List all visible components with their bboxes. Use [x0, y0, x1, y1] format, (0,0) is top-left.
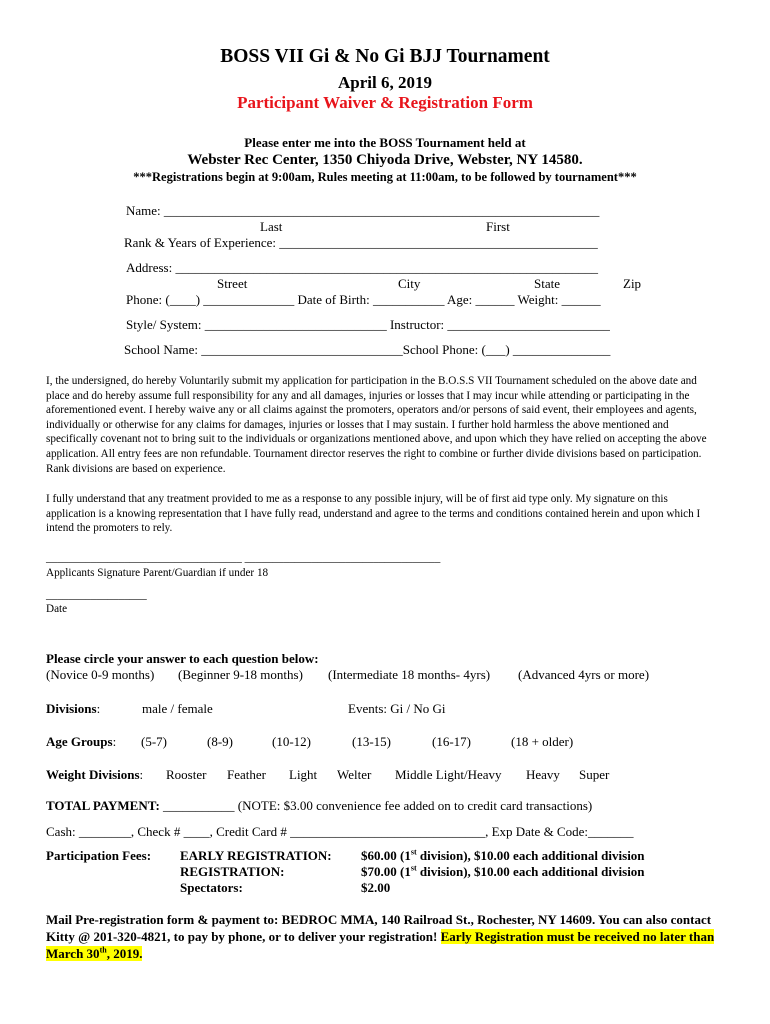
age-groups-label-text: Age Groups — [46, 734, 113, 749]
events-value[interactable]: Events: Gi / No Gi — [348, 701, 446, 716]
age-groups-colon: : — [112, 734, 117, 749]
age-group-option[interactable]: (10-12) — [272, 734, 311, 749]
state-label: State — [534, 276, 560, 291]
age-group-option[interactable]: (8-9) — [207, 734, 233, 749]
level-advanced[interactable]: (Advanced 4yrs or more) — [518, 667, 650, 682]
level-beginner[interactable]: (Beginner 9-18 months) — [178, 667, 303, 682]
weight-option[interactable]: Middle Light/Heavy — [395, 767, 502, 782]
weight-option[interactable]: Light — [289, 767, 318, 782]
fee-amount-post: division), $10.00 each additional division — [416, 864, 645, 879]
waiver-paragraph: I, the undersigned, do hereby Voluntarily submit my application for participation in the B.O.S.S VII Tournament scheduled on the above date and place and do hereby assume full responsibility for any and all damages, injuries or losses that I may incur while attending or participating in the aforementioned event. I hereby waive any or all claims against the promoters, operators and/or persons of said event, their employees and agents, individually or otherwise for any claims for damages, injuries or losses that I may sustain. I further hold harmless the above mentioned and specifically covenant not to bring suit to the individuals or organizations mentioned above, and upon which they have relied on accepting the above application. All entry fees are non refundable. Tournament director reserves the right to combine or further divide divisions based on participation. Rank divisions are based on experience. — [46, 375, 707, 475]
last-label: Last — [260, 219, 283, 234]
fee-label-spectators: Spectators: — [180, 880, 243, 895]
weight-divisions-colon: : — [139, 767, 144, 782]
fee-amount-sup: st — [410, 863, 417, 873]
age-group-option[interactable]: (18 + older) — [511, 734, 574, 749]
signature-line[interactable]: ___________________________________ ___________________________________ — [46, 552, 441, 564]
divisions-label — [46, 701, 100, 717]
circle-answer-heading: Please circle your answer to each question below: — [46, 651, 319, 666]
fee-label-early: EARLY REGISTRATION: — [180, 848, 332, 863]
total-payment-field[interactable] — [46, 798, 592, 814]
fee-amount-pre: (1 — [396, 864, 411, 879]
fee-amount-pre: (1 — [396, 848, 411, 863]
age-groups-label — [46, 734, 116, 750]
weight-divisions-label-text: Weight Divisions — [46, 767, 140, 782]
intro-text: Please enter me into the BOSS Tournament held at — [244, 135, 526, 150]
form-name: Participant Waiver & Registration Form — [237, 93, 533, 112]
street-label: Street — [217, 276, 248, 291]
age-group-option[interactable]: (13-15) — [352, 734, 391, 749]
first-label: First — [486, 219, 510, 234]
address-field[interactable]: Address: _________________________________________________________________ — [126, 260, 598, 275]
document-title: BOSS VII Gi & No Gi BJJ Tournament — [220, 46, 550, 67]
schedule-text: ***Registrations begin at 9:00am, Rules meeting at 11:00am, to be followed by tournament*** — [133, 170, 637, 184]
weight-option[interactable]: Super — [579, 767, 610, 782]
weight-option[interactable]: Rooster — [166, 767, 207, 782]
total-payment-label: TOTAL PAYMENT: — [46, 798, 160, 813]
deadline-sup: th — [99, 945, 107, 955]
fee-amount-regular — [361, 864, 645, 880]
mail-instructions-text: Mail Pre-registration form & payment to: BEDROC MMA, 140 Railroad St., Rochester, NY 14609. You can also contact Kitty @ 201-320-4821, to pay by phone, or to deliver your registration! — [46, 912, 712, 944]
level-novice[interactable]: (Novice 0-9 months) — [46, 667, 155, 682]
participation-fees-label: Participation Fees: — [46, 848, 152, 863]
fee-amount: $70.00 — [361, 864, 397, 879]
date-label: Date — [46, 603, 68, 615]
fee-amount-early — [361, 848, 645, 864]
style-instructor-field[interactable]: Style/ System: ____________________________ Instructor: _________________________ — [126, 317, 610, 332]
fee-amount-sup: st — [410, 847, 417, 857]
zip-label: Zip — [623, 276, 642, 291]
fee-label-regular: REGISTRATION: — [180, 864, 285, 879]
fee-amount-spectators — [361, 880, 390, 896]
weight-divisions-label — [46, 767, 143, 783]
treatment-paragraph: I fully understand that any treatment provided to me as a response to any possible injury, will be of first aid type only. My signature on this application is a knowing representation that I have fully read, understand and agree to the terms and conditions contained herein and upon which I intend the promoters to rely. — [46, 493, 701, 535]
divisions-label-text: Divisions — [46, 701, 97, 716]
school-field[interactable]: School Name: _______________________________School Phone: (___) _______________ — [124, 342, 611, 357]
deadline-year: , 2019. — [106, 945, 143, 961]
date-line[interactable]: __________________ — [46, 589, 147, 601]
weight-option[interactable]: Heavy — [526, 767, 560, 782]
signature-label: Applicants Signature Parent/Guardian if under 18 — [46, 567, 269, 579]
divisions-value[interactable]: male / female — [142, 701, 213, 716]
rank-field[interactable]: Rank & Years of Experience: _________________________________________________ — [124, 235, 598, 250]
weight-option[interactable]: Feather — [227, 767, 266, 782]
payment-methods-field[interactable]: Cash: ________, Check # ____, Credit Card # ______________________________, Exp Date & Code:_______ — [46, 824, 634, 839]
city-label: City — [398, 276, 421, 291]
mail-instructions — [46, 912, 726, 962]
weight-option[interactable]: Welter — [337, 767, 372, 782]
divisions-colon: : — [96, 701, 101, 716]
age-group-option[interactable]: (5-7) — [141, 734, 167, 749]
phone-dob-age-weight-field[interactable]: Phone: (____) ______________ Date of Birth: ___________ Age: ______ Weight: ______ — [126, 292, 601, 307]
level-intermediate[interactable]: (Intermediate 18 months- 4yrs) — [328, 667, 491, 682]
event-date: April 6, 2019 — [338, 73, 432, 92]
age-group-option[interactable]: (16-17) — [432, 734, 471, 749]
venue-text: Webster Rec Center, 1350 Chiyoda Drive, Webster, NY 14580. — [187, 152, 583, 168]
total-payment-note: ___________ (NOTE: $3.00 convenience fee added on to credit card transactions) — [159, 798, 593, 813]
deadline-text: Early Registration must be received no later than March 30 — [46, 928, 715, 961]
fee-amount: $60.00 — [361, 848, 397, 863]
fee-amount: $2.00 — [361, 880, 391, 895]
name-field[interactable]: Name: ___________________________________________________________________ — [126, 203, 600, 218]
fee-amount-post: division), $10.00 each additional division — [416, 848, 645, 863]
